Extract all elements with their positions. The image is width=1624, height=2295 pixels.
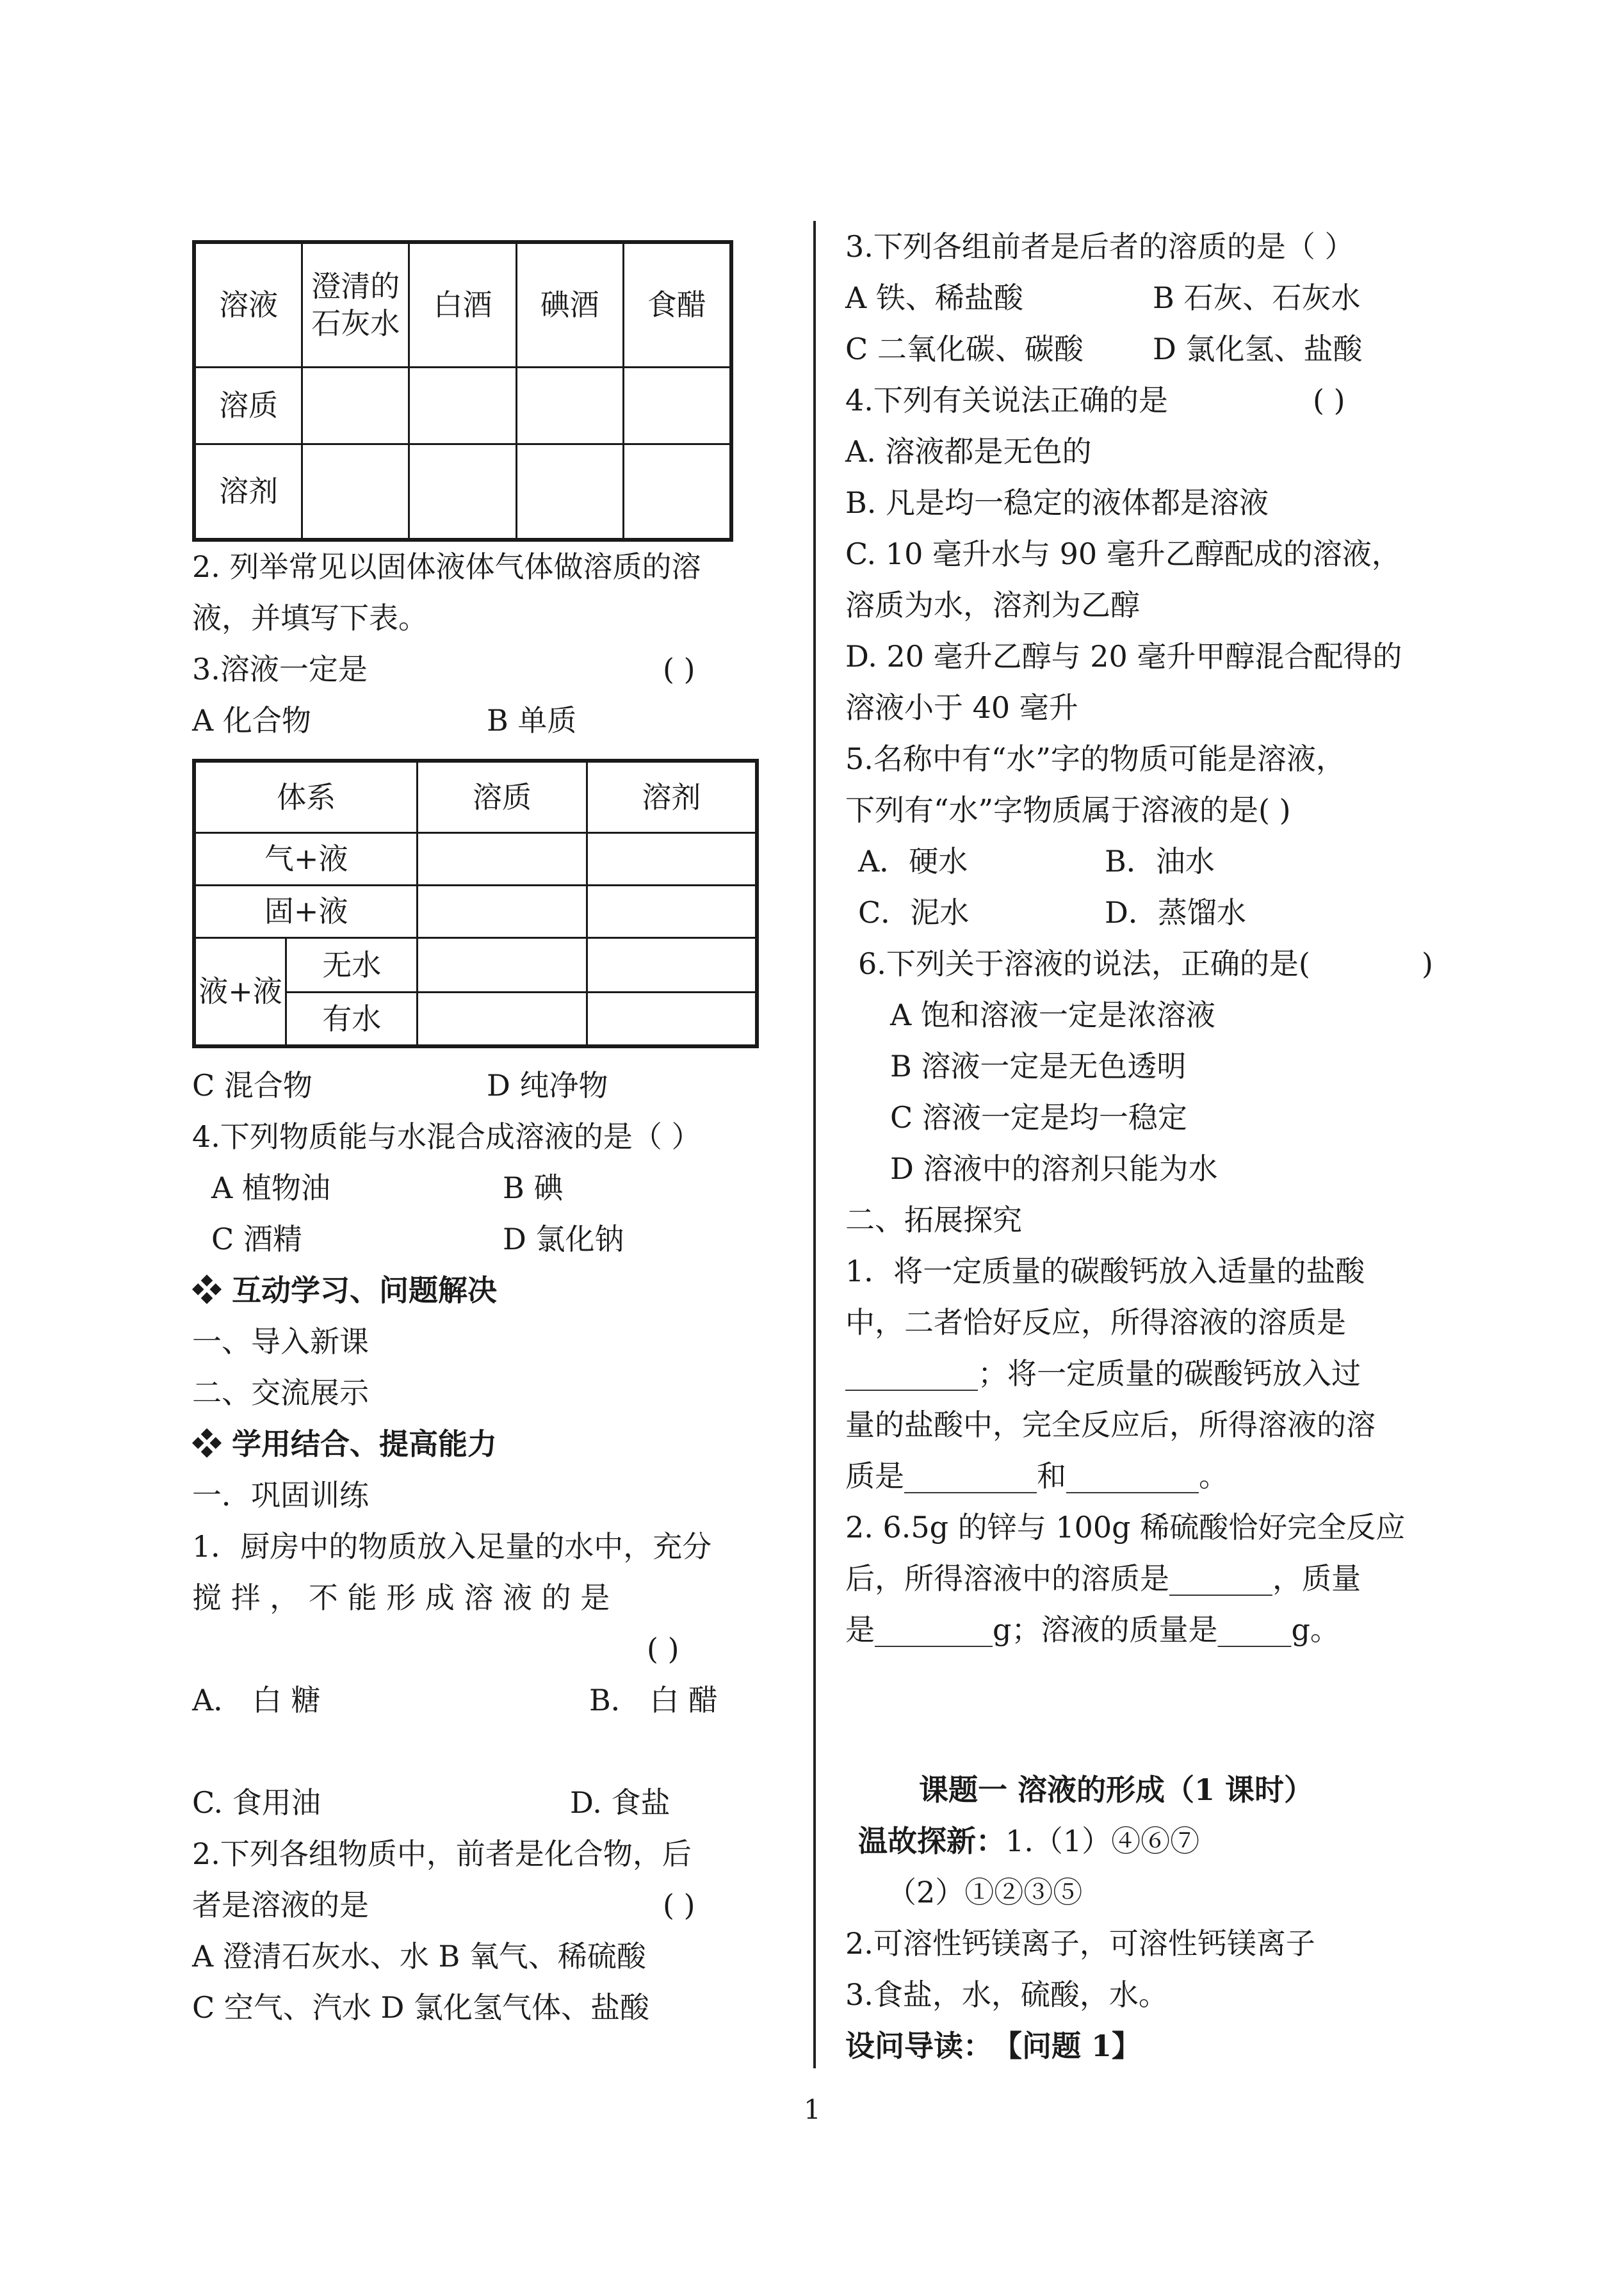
option-b: B． 白 醋: [589, 1683, 719, 1717]
option-a: A．硬水: [858, 844, 968, 879]
extension-1-line-2: 中，二者恰好反应，所得溶液的溶质是: [845, 1305, 1346, 1340]
table1-header: 碘酒: [516, 242, 623, 367]
table2-cell: [418, 832, 587, 885]
answer-text: 1.（1）④⑥⑦: [1005, 1824, 1200, 1858]
option-a: A． 白 糖: [192, 1683, 321, 1717]
table1-cell: [516, 444, 623, 540]
subsection-title: 二、交流展示: [192, 1375, 369, 1410]
option-c: C．泥水: [858, 895, 970, 930]
column-divider: [813, 221, 816, 2068]
answer-paren: ( ): [663, 652, 695, 686]
table1-row-label: 溶质: [194, 367, 302, 444]
option-d: D 纯净物: [487, 1068, 608, 1103]
table2-cell: [587, 832, 757, 885]
option-c: C 酒精: [211, 1222, 302, 1256]
exercise-2-options-ab: A 澄清石灰水、水 B 氧气、稀硫酸: [192, 1939, 646, 1974]
table1-header: 溶液: [194, 242, 302, 367]
extension-1-line-4: 量的盐酸中，完全反应后，所得溶液的溶: [845, 1407, 1376, 1442]
exercise-1-line-2: 搅 拌 ， 不 能 形 成 溶 液 的 是: [192, 1580, 610, 1615]
table1-cell: [302, 444, 409, 540]
option-b: B 单质: [487, 703, 577, 738]
answer-paren: ( ): [1313, 383, 1345, 418]
exercise-1-line-1: 1．厨房中的物质放入足量的水中，充分: [192, 1529, 712, 1564]
table2-cell: [418, 937, 587, 992]
option-c: C 混合物: [192, 1068, 313, 1103]
extension-1-line-3: _________；将一定质量的碳酸钙放入过: [845, 1356, 1361, 1391]
page-number: 1: [804, 2094, 821, 2125]
option-c-line-1: C. 10 毫升水与 90 毫升乙醇配成的溶液，: [845, 537, 1401, 571]
table2-row-label: 气+液: [194, 832, 418, 885]
solution-table: [192, 240, 733, 542]
table1-cell: [409, 367, 516, 444]
answer-section-title: 课题一 溶液的形成（1 课时）: [919, 1772, 1314, 1807]
option-c: C. 食用油: [192, 1785, 321, 1820]
subsection-title: 一．巩固训练: [192, 1478, 369, 1512]
table2-row-label: 有水: [286, 992, 418, 1046]
option-b: B 石灰、石灰水: [1153, 280, 1361, 315]
answer-line-2: （2）①②③⑤: [887, 1875, 1083, 1910]
option-a: A 铁、稀盐酸: [845, 280, 1023, 315]
option-c-line-2: 溶质为水，溶剂为乙醇: [845, 588, 1140, 622]
answer-paren: ( ): [663, 1888, 695, 1922]
answer-line-4: 3.食盐，水，硫酸，水。: [845, 1977, 1168, 2012]
option-d-line-2: 溶液小于 40 毫升: [845, 690, 1078, 725]
option-d: D 氯化氢、盐酸: [1153, 332, 1363, 366]
extension-2-line-2: 后，所得溶液中的溶质是_______，质量: [845, 1561, 1361, 1596]
question-4: 4.下列物质能与水混合成溶液的是（ ）: [192, 1119, 701, 1154]
table2-cell: [587, 885, 757, 937]
question-2-line-2: 液，并填写下表。: [192, 601, 428, 635]
answer-paren: ): [1422, 946, 1433, 981]
exercise-2-line-1: 2.下列各组物质中，前者是化合物，后: [192, 1837, 692, 1871]
table2-cell: [587, 937, 757, 992]
section-heading: ❖ 学用结合、提高能力: [192, 1427, 498, 1461]
option-b: B．油水: [1105, 844, 1215, 879]
table1-cell: [409, 444, 516, 540]
extension-2-line-1: 2. 6.5g 的锌与 100g 稀硫酸恰好完全反应: [845, 1510, 1406, 1545]
section-heading: ❖ 互动学习、问题解决: [192, 1273, 498, 1308]
option-a: A. 溶液都是无色的: [845, 434, 1092, 469]
exercise-6-stem: 6.下列关于溶液的说法，正确的是(: [858, 946, 1310, 981]
table1-header: 白酒: [409, 242, 516, 367]
table2-row-label: 无水: [286, 937, 418, 992]
option-d: D 氯化钠: [503, 1222, 624, 1256]
option-c: C 溶液一定是均一稳定: [890, 1100, 1187, 1135]
option-d: D 溶液中的溶剂只能为水: [890, 1151, 1218, 1186]
table1-cell: [623, 367, 731, 444]
exercise-2-stem: 者是溶液的是: [192, 1888, 369, 1922]
exercise-4-stem: 4.下列有关说法正确的是: [845, 383, 1168, 418]
question-3-stem: 3.溶液一定是: [192, 652, 368, 686]
table1-header: 澄清的石灰水: [302, 242, 409, 367]
table2-cell: [418, 992, 587, 1046]
extension-1-line-1: 1．将一定质量的碳酸钙放入适量的盐酸: [845, 1254, 1365, 1288]
extension-2-line-3: 是________g；溶液的质量是_____g。: [845, 1612, 1340, 1647]
option-d: D. 食盐: [570, 1785, 670, 1820]
option-a: A 植物油: [211, 1171, 330, 1205]
question-2-line-1: 2. 列举常见以固体液体气体做溶质的溶: [192, 549, 701, 584]
answer-line-3: 2.可溶性钙镁离子，可溶性钙镁离子: [845, 1926, 1315, 1961]
answer-label: 温故探新：: [858, 1824, 1005, 1858]
table2-header: 体系: [194, 761, 418, 832]
exercise-3: 3.下列各组前者是后者的溶质的是（ ）: [845, 229, 1354, 264]
option-b: B 碘: [503, 1171, 564, 1205]
table1-cell: [623, 444, 731, 540]
option-d-line-1: D. 20 毫升乙醇与 20 毫升甲醇混合配得的: [845, 639, 1402, 674]
option-a: A 化合物: [192, 703, 311, 738]
option-a: A 饱和溶液一定是浓溶液: [890, 998, 1215, 1032]
answer-paren: ( ): [647, 1632, 679, 1666]
table1-cell: [516, 367, 623, 444]
answer-text: 【问题 1】: [993, 2029, 1142, 2063]
table1-row-label: 溶剂: [194, 444, 302, 540]
option-c: C 二氧化碳、碳酸: [845, 332, 1084, 366]
answer-label: 设问导读：: [845, 2029, 993, 2063]
table1-cell: [302, 367, 409, 444]
exercise-2-options-cd: C 空气、汽水 D 氯化氢气体、盐酸: [192, 1990, 649, 2025]
system-table: [192, 759, 759, 1048]
exercise-5-line-2: 下列有“水”字物质属于溶液的是( ): [845, 793, 1291, 827]
option-b: B. 凡是均一稳定的液体都是溶液: [845, 485, 1269, 520]
exercise-5-line-1: 5.名称中有“水”字的物质可能是溶液，: [845, 742, 1345, 776]
subsection-title: 一、导入新课: [192, 1324, 369, 1359]
option-d: D．蒸馏水: [1105, 895, 1246, 930]
table2-cell: [587, 992, 757, 1046]
subsection-title: 二、拓展探究: [845, 1203, 1022, 1237]
table2-cell: [418, 885, 587, 937]
table2-row-label: 固+液: [194, 885, 418, 937]
table2-header: 溶质: [418, 761, 587, 832]
table1-header: 食醋: [623, 242, 731, 367]
extension-1-line-5: 质是_________和_________。: [845, 1459, 1228, 1493]
table2-header: 溶剂: [587, 761, 757, 832]
option-b: B 溶液一定是无色透明: [890, 1049, 1187, 1083]
table2-group-label: 液+液: [194, 937, 286, 1046]
